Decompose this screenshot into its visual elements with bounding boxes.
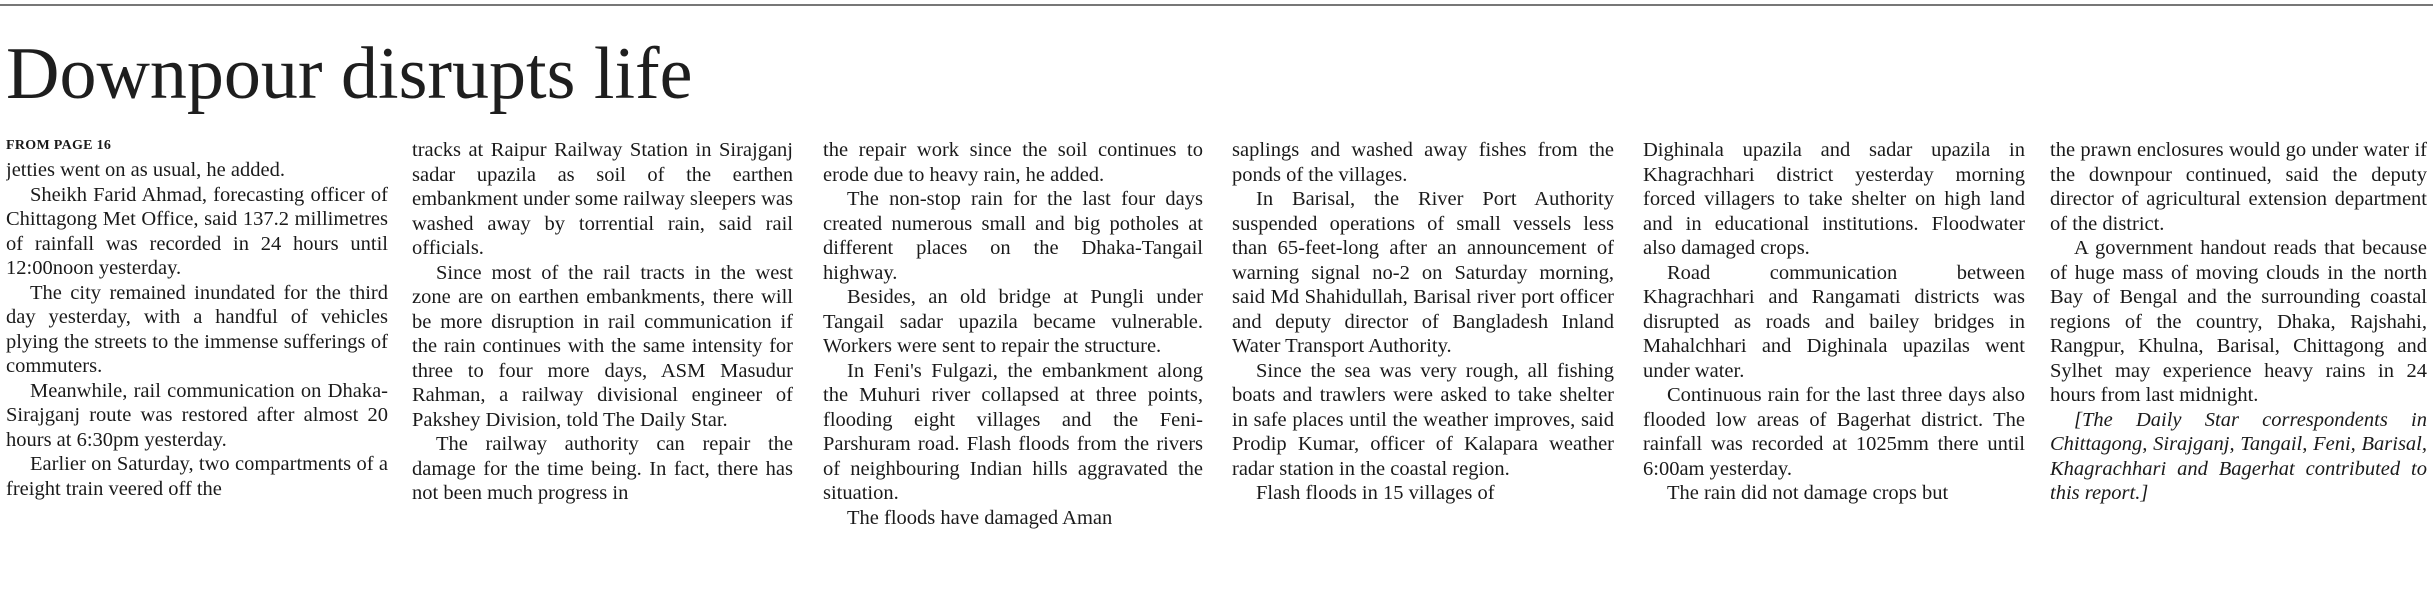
paragraph: The city remained inundated for the third day yesterday, with a handful of vehicles plying the streets to the immense sufferings of commuters. [6,281,388,377]
paragraph: The railway authority can repair the damage for the time being. In fact, there has not been much progress in [412,433,793,504]
column-1 [6,158,388,596]
paragraph: Road communication between Khagrachhari and Rangamati districts was disrupted as roads and bailey bridges in Mahalchhari and Dighinala upazilas went under water. [1643,261,2025,382]
headline: Downpour disrupts life [6,33,693,115]
column-3 [823,138,1203,598]
column-5 [1643,138,2025,598]
paragraph: the prawn enclosures would go under water if the downpour continued, said the deputy director of agricultural extension department of the district. [2050,139,2427,235]
paragraph: The floods have damaged Aman [847,506,1113,529]
paragraph: jetties went on as usual, he added. [6,159,285,181]
paragraph: Meanwhile, rail communication on Dhaka-Sirajganj route was restored after almost 20 hours at 6:30pm yesterday. [6,379,388,451]
paragraph: Since the sea was very rough, all fishing boats and trawlers were asked to take shelter in safe places until the weather improves, said Prodip Kumar, officer of Kalapara weather radar station in the coastal region. [1232,359,1614,480]
paragraph: tracks at Raipur Railway Station in Sirajganj sadar upazila as soil of the earthen embankment under some railway sleepers was washed away by torrential rain, said rail officials. [412,139,793,259]
column-4 [1232,138,1614,598]
paragraph: Dighinala upazila and sadar upazila in Khagrachhari district yesterday morning forced villagers to take shelter on high land and in educational institutions. Floodwater also damaged crops. [1643,139,2025,259]
paragraph: A government handout reads that because of huge mass of moving clouds in the north Bay of Bengal and the surrounding coastal regions of the country, Dhaka, Rajshahi, Rangpur, Khulna, Barisal, Chittagong and Sylhet may experience heavy rains in 24 hours from last midnight. [2050,237,2427,406]
paragraph: the repair work since the soil continues to erode due to heavy rain, he added. [823,139,1203,186]
top-rule [0,4,2433,6]
from-page-label: FROM PAGE 16 [6,138,112,153]
paragraph: The non-stop rain for the last four days created numerous small and big potholes at different places on the Dhaka-Tangail highway. [823,188,1203,284]
paragraph: Continuous rain for the last three days also flooded low areas of Bagerhat district. The rainfall was recorded at 1025mm there until 6:00am yesterday. [1643,384,2025,480]
paragraph: The rain did not damage crops but [1667,482,1949,504]
paragraph: In Feni's Fulgazi, the embankment along the Muhuri river collapsed at three points, flooding eight villages and the Feni-Parshuram road. Flash floods from the rivers of neighbouring Indian hills aggravated the situation. [823,359,1203,504]
paragraph: In Barisal, the River Port Authority suspended operations of small vessels less than 65-feet-long after an announcement of warning signal no-2 on Saturday morning, said Md Shahidullah, Barisal river port officer and deputy director of Bangladesh Inland Water Transport Authority. [1232,188,1614,357]
paragraph: Since most of the rail tracts in the west zone are on earthen embankments, there will be more disruption in rail communication if the rain continues with the same intensity for three to four more days, ASM Masudur Rahman, a railway divisional engineer of Pakshey Division, told The Daily Star. [412,261,793,431]
paragraph: Sheikh Farid Ahmad, forecasting officer of Chittagong Met Office, said 137.2 millimetres of rainfall was recorded in 24 hours until 12:00noon yesterday. [6,183,388,279]
paragraph: Earlier on Saturday, two compartments of a freight train veered off the [6,453,388,500]
paragraph: Besides, an old bridge at Pungli under Tangail sadar upazila became vulnerable. Workers were sent to repair the structure. [823,286,1203,357]
column-2 [412,138,793,598]
paragraph: Flash floods in 15 villages of [1256,482,1495,504]
correspondents-credit: [The Daily Star correspondents in Chittagong, Sirajganj, Tangail, Feni, Barisal, Khagrachhari and Bagerhat contributed to this report.] [2050,408,2427,504]
paragraph: saplings and washed away fishes from the ponds of the villages. [1232,139,1614,186]
column-6 [2050,138,2427,598]
